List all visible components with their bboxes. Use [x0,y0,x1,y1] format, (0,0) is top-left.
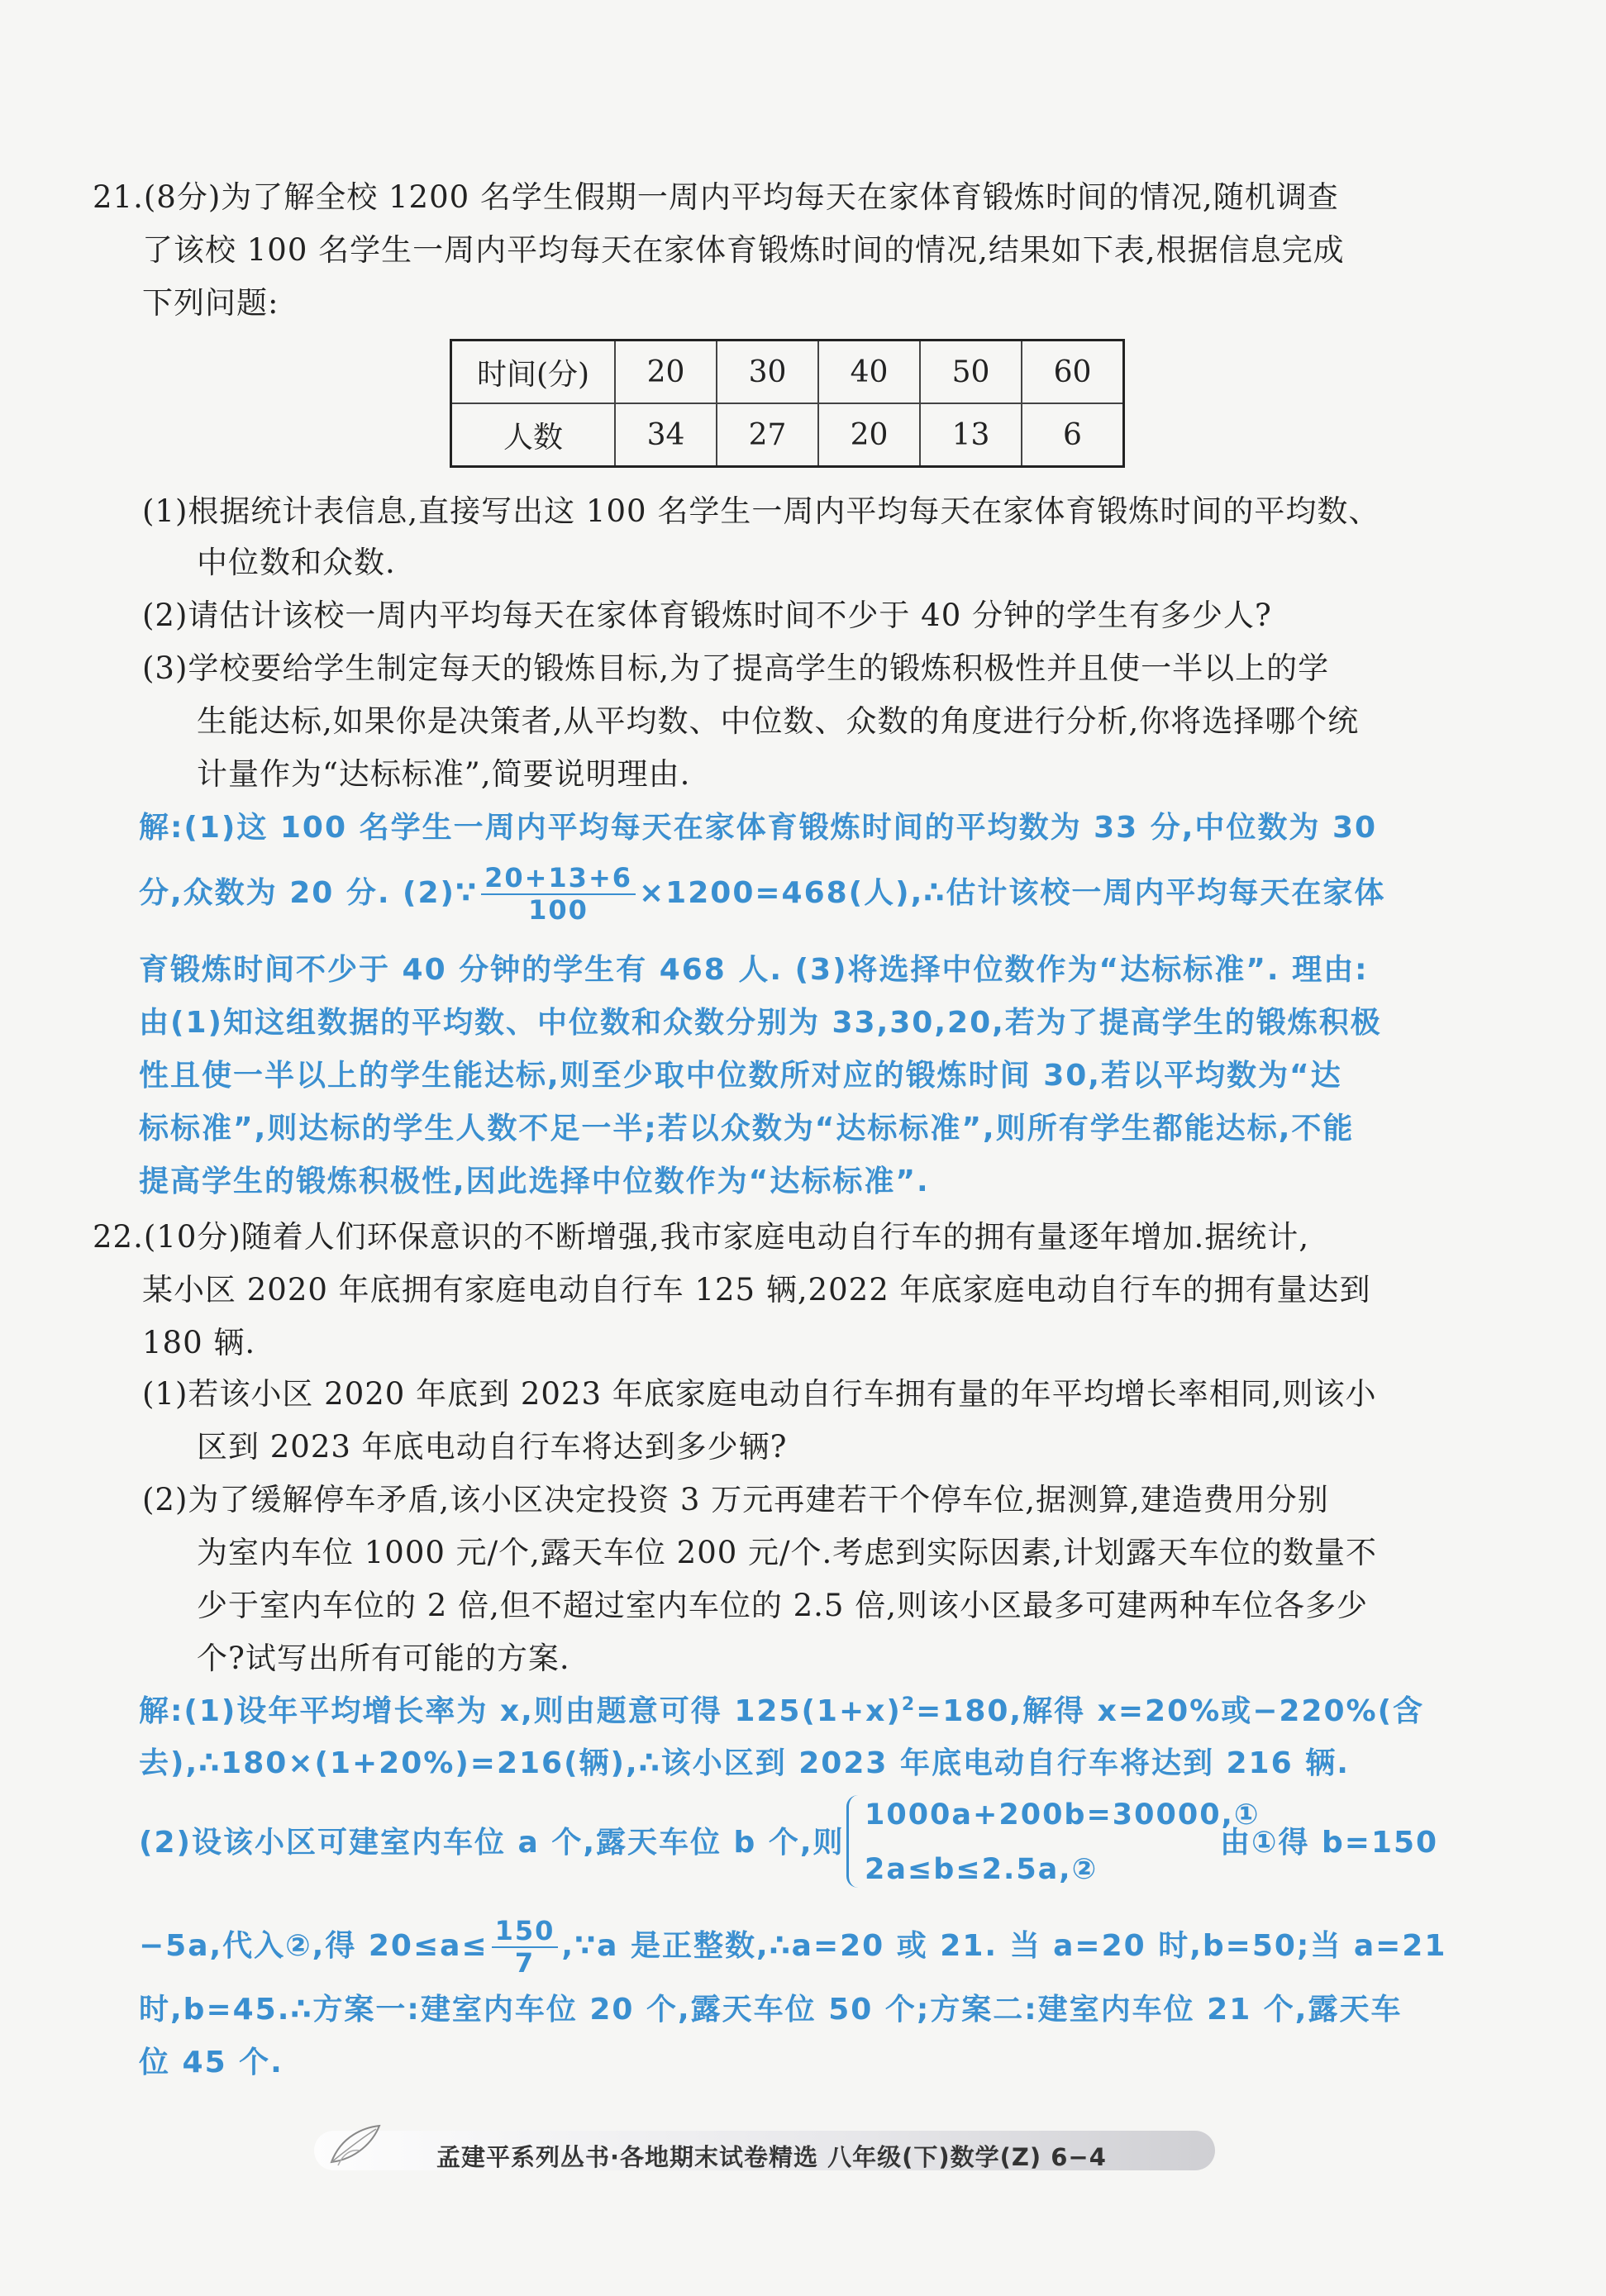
table-cell: 13 [920,403,1022,467]
q22-sub-2-cont-3: 个?试写出所有可能的方案. [197,1641,570,1676]
q22-sub-1: (1)若该小区 2020 年底到 2023 年底家庭电动自行车拥有量的年平均增长率相同,则该小 [142,1376,1377,1412]
q22-stem-line-2: 某小区 2020 年底拥有家庭电动自行车 125 辆,2022 年底家庭电动自行车的拥有量达到 [142,1272,1371,1308]
equation-brace [846,1795,860,1888]
table-cell: 30 [717,341,818,404]
q22-sub-2-cont-1: 为室内车位 1000 元/个,露天车位 200 元/个.考虑到实际因素,计划露天车位的数量不 [197,1535,1378,1570]
q22-answer-line-4 [139,1916,1446,1979]
table-header-count: 人数 [451,403,616,467]
answer-text: 分,众数为 20 分. (2)∵ [139,875,479,910]
table-cell: 20 [818,403,920,467]
q21-answer-line-4: 由(1)知这组数据的平均数、中位数和众数分别为 33,30,20,若为了提高学生的锻炼积极 [139,1006,1382,1040]
table-row [451,341,1124,404]
q21-answer-line-1: 解:(1)这 100 名学生一周内平均每天在家体育锻炼时间的平均数为 33 分,中位数为 30 [139,811,1378,845]
q21-sub-2: (2)请估计该校一周内平均每天在家体育锻炼时间不少于 40 分钟的学生有多少人? [142,598,1272,633]
q22-answer-line-3a: (2)设该小区可建室内车位 a 个,露天车位 b 个,则 [139,1826,845,1860]
q22-answer-line-3b: 由①得 b=150 [1220,1826,1439,1860]
fraction [481,863,636,926]
fraction-denominator: 100 [528,893,589,926]
q21-answer-line-7: 提高学生的锻炼积极性,因此选择中位数作为“达标标准”. [139,1165,930,1198]
fraction-numerator: 150 [492,1916,559,1948]
q22-sub-2-cont-2: 少于室内车位的 2 倍,但不超过室内车位的 2.5 倍,则该小区最多可建两种车位各多少 [197,1588,1368,1623]
answer-text: =180,解得 x=20%或−220%(含 [916,1694,1425,1728]
q21-stem-line-3: 下列问题: [142,285,279,321]
q22-answer-line-5: 时,b=45.∴方案一:建室内车位 20 个,露天车位 50 个;方案二:建室内车位 21 个,露天车 [139,1993,1403,2027]
q22-stem-line-3: 180 辆. [142,1325,256,1360]
table-cell: 40 [818,341,920,404]
answer-text: 解:(1)设年平均增长率为 x,则由题意可得 125(1+x) [139,1694,902,1728]
q21-answer-line-6: 标标准”,则达标的学生人数不足一半;若以众数为“达标标准”,则所有学生都能达标,不能 [139,1112,1355,1146]
q22-answer-line-6: 位 45 个. [139,2046,284,2079]
q22-stem-line-1: 22.(10分)随着人们环保意识的不断增强,我市家庭电动自行车的拥有量逐年增加.据统计, [93,1219,1310,1255]
table-header-time: 时间(分) [451,341,616,404]
footer-text: 孟建平系列丛书·各地期末试卷精选 八年级(下)数学(Z) 6−4 [436,2143,1107,2171]
equation-1: 1000a+200b=30000,① [865,1798,1260,1832]
q21-sub-3: (3)学校要给学生制定每天的锻炼目标,为了提高学生的锻炼积极性并且使一半以上的学 [142,650,1330,686]
q21-answer-line-2 [139,863,1385,926]
q21-sub-1-cont: 中位数和众数. [197,545,396,580]
q21-answer-line-5: 性且使一半以上的学生能达标,则至少取中位数所对应的锻炼时间 30,若以平均数为“达 [139,1059,1342,1093]
q22-sub-1-cont: 区到 2023 年底电动自行车将达到多少辆? [197,1429,788,1465]
fraction-numerator: 20+13+6 [481,863,636,895]
table-cell: 50 [920,341,1022,404]
equation-2: 2a≤b≤2.5a,② [865,1853,1098,1886]
table-cell: 6 [1022,403,1124,467]
q21-data-table [450,339,1125,468]
leaf-icon [326,2121,384,2172]
table-cell: 20 [615,341,717,404]
q22-answer-line-2: 去),∴180×(1+20%)=216(辆),∴该小区到 2023 年底电动自行车将达到 216 辆. [139,1746,1350,1780]
q21-answer-line-3: 育锻炼时间不少于 40 分钟的学生有 468 人. (3)将选择中位数作为“达标标准”. 理由: [139,953,1369,987]
q21-sub-3-cont-1: 生能达标,如果你是决策者,从平均数、中位数、众数的角度进行分析,你将选择哪个统 [197,703,1360,739]
fraction [492,1916,559,1979]
q21-stem-line-1: 21.(8分)为了解全校 1200 名学生假期一周内平均每天在家体育锻炼时间的情况,随机调查 [93,179,1339,215]
q21-sub-3-cont-2: 计量作为“达标标准”,简要说明理由. [197,756,691,792]
answer-text: −5a,代入②,得 20≤a≤ [139,1928,488,1963]
answer-text: ,∵a 是正整数,∴a=20 或 21. 当 a=20 时,b=50;当 a=21 [561,1928,1447,1963]
q21-stem-line-2: 了该校 100 名学生一周内平均每天在家体育锻炼时间的情况,结果如下表,根据信息完成 [142,232,1345,268]
superscript: 2 [901,1694,917,1715]
fraction-denominator: 7 [514,1946,536,1979]
q21-sub-1: (1)根据统计表信息,直接写出这 100 名学生一周内平均每天在家体育锻炼时间的平均数、 [142,493,1380,529]
answer-text: ×1200=468(人),∴估计该校一周内平均每天在家体 [639,875,1386,910]
q22-answer-line-1 [139,1696,1424,1727]
table-row [451,403,1124,467]
q22-sub-2: (2)为了缓解停车矛盾,该小区决定投资 3 万元再建若干个停车位,据测算,建造费用分别 [142,1482,1329,1517]
table-cell: 60 [1022,341,1124,404]
table-cell: 34 [615,403,717,467]
table-cell: 27 [717,403,818,467]
